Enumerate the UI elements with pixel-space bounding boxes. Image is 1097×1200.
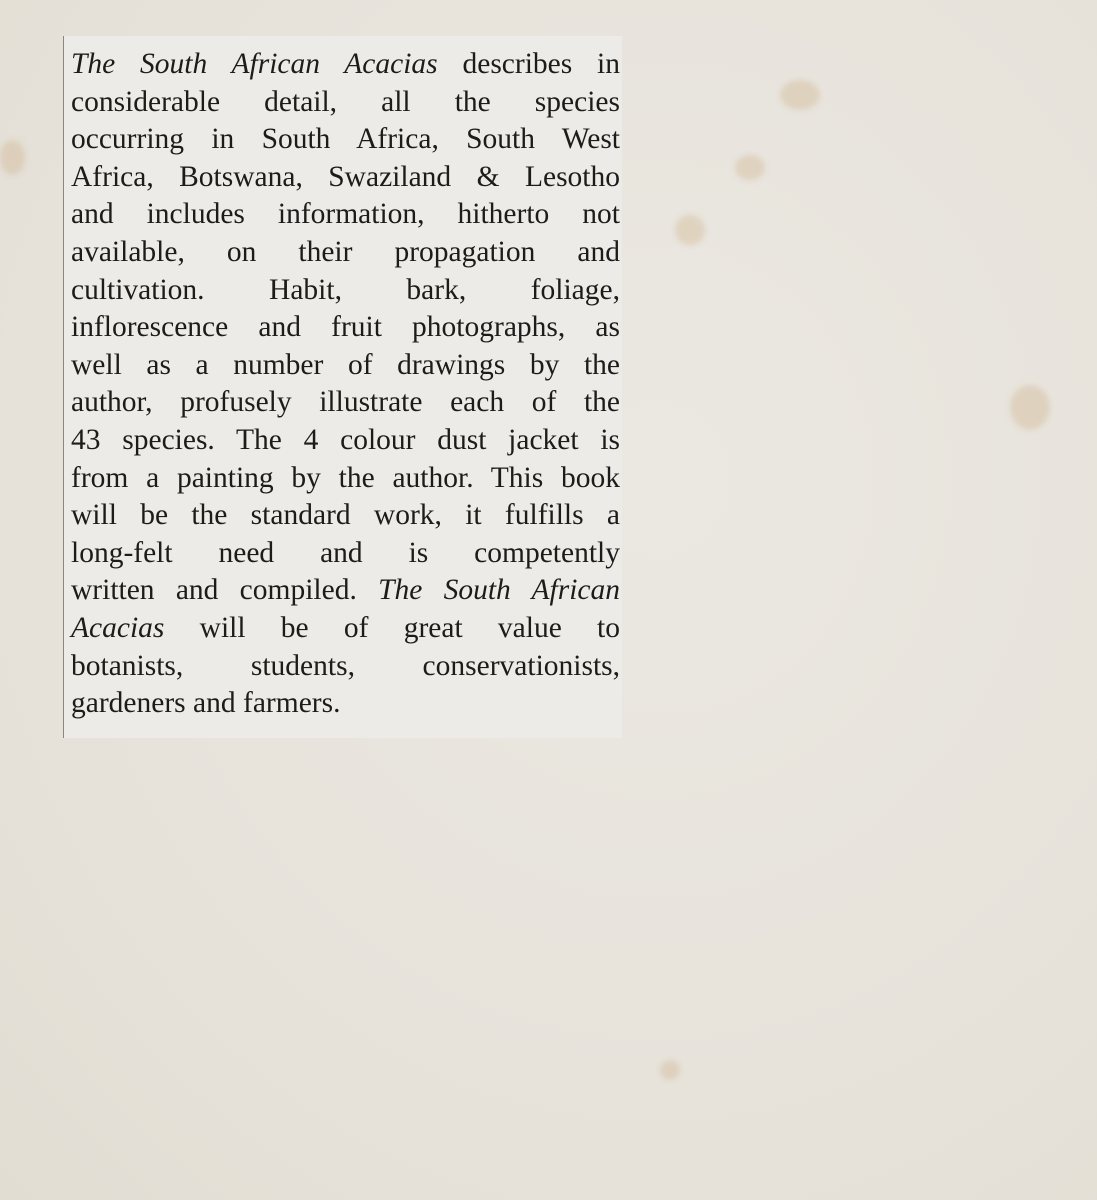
text-segment: written and compiled. [71, 574, 379, 607]
description-text [71, 46, 620, 723]
text-line: inflorescence and fruit photographs, as [71, 311, 620, 344]
paper-stain [780, 80, 820, 110]
text-line: author, profusely illustrate each of the [71, 386, 620, 419]
text-line: available, on their propagation and [71, 235, 620, 268]
book-title-italic: Acacias [71, 611, 165, 644]
text-segment: will be of great value to [164, 611, 620, 644]
text-line: and includes information, hitherto not [71, 198, 620, 231]
book-description-clipping [63, 36, 622, 738]
text-line [71, 572, 620, 610]
paper-stain [675, 215, 705, 245]
text-line [71, 46, 620, 84]
text-line: Africa, Botswana, Swaziland & Lesotho [71, 160, 620, 193]
paper-stain [660, 1060, 680, 1080]
book-title-italic: The South African [378, 574, 620, 607]
text-line: long-felt need and is competently [71, 536, 620, 569]
paper-stain [0, 140, 25, 175]
text-line: well as a number of drawings by the [71, 348, 620, 381]
text-line: occurring in South Africa, South West [71, 123, 620, 156]
text-line: cultivation. Habit, bark, foliage, [71, 273, 620, 306]
text-line: botanists, students, conservationists, [71, 649, 620, 682]
paper-stain [735, 155, 765, 180]
book-title-italic: The South African Acacias [71, 48, 438, 80]
text-line: will be the standard work, it fulfills a [71, 499, 620, 532]
text-line: considerable detail, all the species [71, 85, 620, 118]
paper-stain [1010, 385, 1050, 430]
text-line: 43 species. The 4 colour dust jacket is [71, 423, 620, 456]
text-line [71, 610, 620, 648]
text-line: from a painting by the author. This book [71, 461, 620, 494]
text-line: gardeners and farmers. [71, 687, 341, 720]
text-segment: describes in [437, 48, 620, 80]
